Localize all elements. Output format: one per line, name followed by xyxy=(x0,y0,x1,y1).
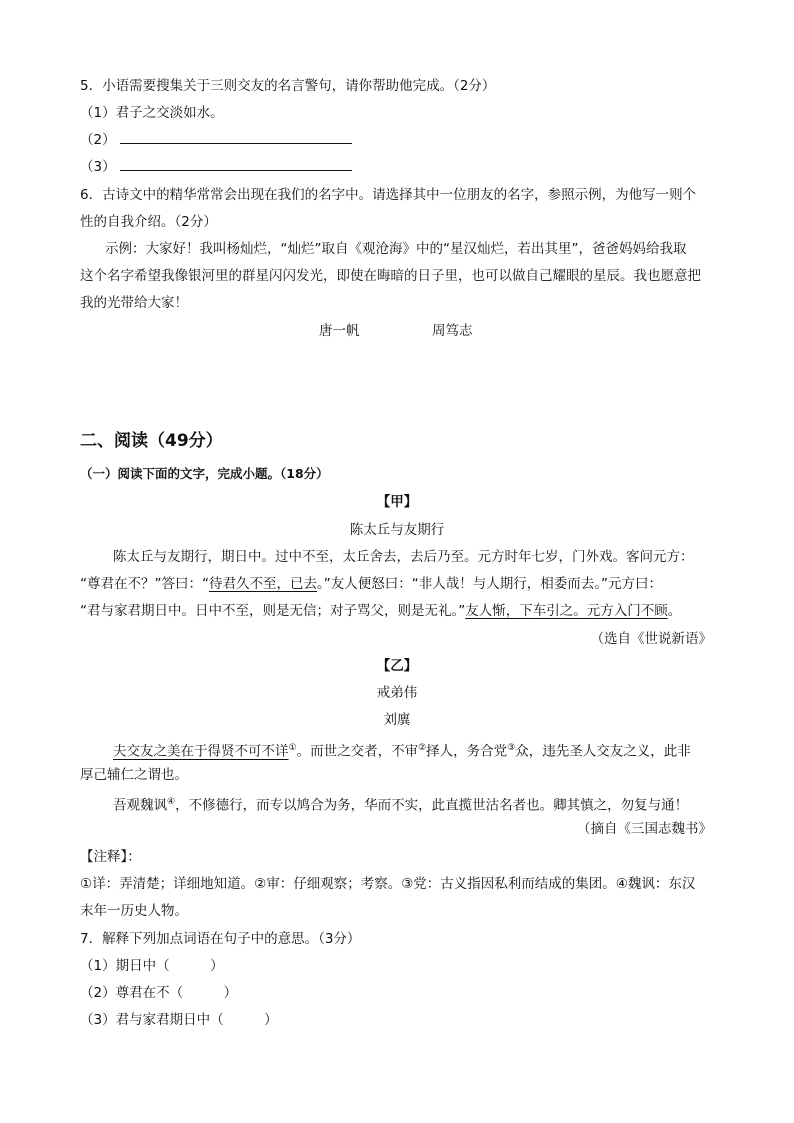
section-2-subtitle: （一）阅读下面的文字，完成小题。（18分） xyxy=(80,466,329,481)
note-marker-2: ② xyxy=(418,743,427,753)
underlined-sentence-3: 夫交友之美在于得贤不可不详 xyxy=(113,743,289,760)
passage-yi-author: 刘廙 xyxy=(383,712,411,728)
passage-jia-line-3-a: “君与家君期日中。日中不至，则是无信；对子骂父，则是无礼。” xyxy=(80,603,466,619)
passage-yi-label: 【乙】 xyxy=(376,658,418,674)
note-marker-4: ④ xyxy=(167,797,176,807)
q5-item-3 xyxy=(80,157,352,177)
q6-stem-line-1: 6．古诗文中的精华常常会出现在我们的名字中。请选择其中一位朋友的名字，参照示例，为他写一则个 xyxy=(80,187,697,203)
passage-yi-line-3-b: ，不修德行，而专以鸠合为务，华而不实，此直揽世沽名者也。卿其慎之，勿复与通！ xyxy=(175,797,689,814)
passage-yi-line-2: 厚己辅仁之谓也。 xyxy=(80,767,188,783)
q6-example-line-2: 这个名字希望我像银河里的群星闪闪发光，即使在晦暗的日子里，也可以做自己耀眼的星辰。我也愿意把 xyxy=(80,268,701,284)
passage-yi-line-3 xyxy=(113,792,688,816)
passage-jia-source: （选自《世说新语》 xyxy=(590,631,712,647)
passage-jia-line-1: 陈太丘与友期行，期日中。过中不至，太丘舍去，去后乃至。元方时年七岁，门外戏。客问元方： xyxy=(113,549,694,565)
q7-item-2: （2）尊君在不（ ） xyxy=(80,985,238,1001)
underlined-sentence-1: 待君久不至，已去 xyxy=(208,576,317,592)
passage-jia-line-3-b: 。 xyxy=(667,603,682,619)
passage-jia-line-2-a: “尊君在不？”答曰：“ xyxy=(80,576,209,592)
q5-answer-blank-3[interactable] xyxy=(120,158,352,171)
passage-jia-label: 【甲】 xyxy=(376,494,418,510)
q5-item-3-label: （3） xyxy=(80,159,116,175)
q6-example-line-1: 示例：大家好！我叫杨灿烂，“灿烂”取自《观沧海》中的“星汉灿烂，若出其里”，爸爸妈妈给我取 xyxy=(105,241,687,257)
q5-stem: 5．小语需要搜集关于三则交友的名言警句，请你帮助他完成。（2分） xyxy=(80,78,496,94)
passage-yi-line-1-a: 。而世之交者，不审 xyxy=(296,743,419,760)
q6-stem-line-2: 性的自我介绍。（2分） xyxy=(80,214,217,230)
q7-item-1: （1）期日中（ ） xyxy=(80,958,224,974)
note-marker-1: ① xyxy=(288,743,297,753)
passage-yi-line-1 xyxy=(113,738,691,762)
q5-item-1: （1）君子之交淡如水。 xyxy=(80,105,224,121)
section-2-title: 二、阅读（49分） xyxy=(80,431,223,451)
underlined-sentence-2: 友人惭，下车引之。元方入门不顾 xyxy=(465,603,668,619)
passage-yi-line-3-a: 吾观魏讽 xyxy=(113,797,167,814)
passage-jia-line-2 xyxy=(80,574,662,594)
passage-jia-title: 陈太丘与友期行 xyxy=(349,522,445,538)
q5-item-2-label: （2） xyxy=(80,132,116,148)
q5-answer-blank-2[interactable] xyxy=(120,131,352,144)
passage-jia-line-2-b: 。”友人便怒曰：“非人哉！与人期行，相委而去。”元方曰： xyxy=(316,576,662,592)
q6-example-line-3: 我的光带给大家！ xyxy=(80,295,188,311)
passage-yi-title: 戒弟伟 xyxy=(376,685,418,701)
q7-stem: 7．解释下列加点词语在句子中的意思。（3分） xyxy=(80,931,361,947)
note-marker-3: ③ xyxy=(507,743,516,753)
q7-item-3: （3）君与家君期日中（ ） xyxy=(80,1012,278,1028)
notes-line-1: ①详：弄清楚；详细地知道。②审：仔细观察；考察。③党：古义指因私利而结成的集团。④魏讽：东汉 xyxy=(80,876,696,892)
q5-item-2 xyxy=(80,130,352,150)
notes-line-2: 末年一历史人物。 xyxy=(80,903,188,919)
passage-yi-line-1-b: 择人，务合党 xyxy=(426,743,508,760)
q6-name-1: 唐一帆 xyxy=(319,323,360,339)
passage-yi-line-1-c: 众，违先圣人交友之义，此非 xyxy=(515,743,691,760)
passage-yi-source: （摘自《三国志魏书》 xyxy=(577,821,712,837)
q6-name-2: 周笃志 xyxy=(432,323,473,339)
notes-title: 【注释】： xyxy=(80,849,141,865)
passage-jia-line-3 xyxy=(80,601,681,621)
